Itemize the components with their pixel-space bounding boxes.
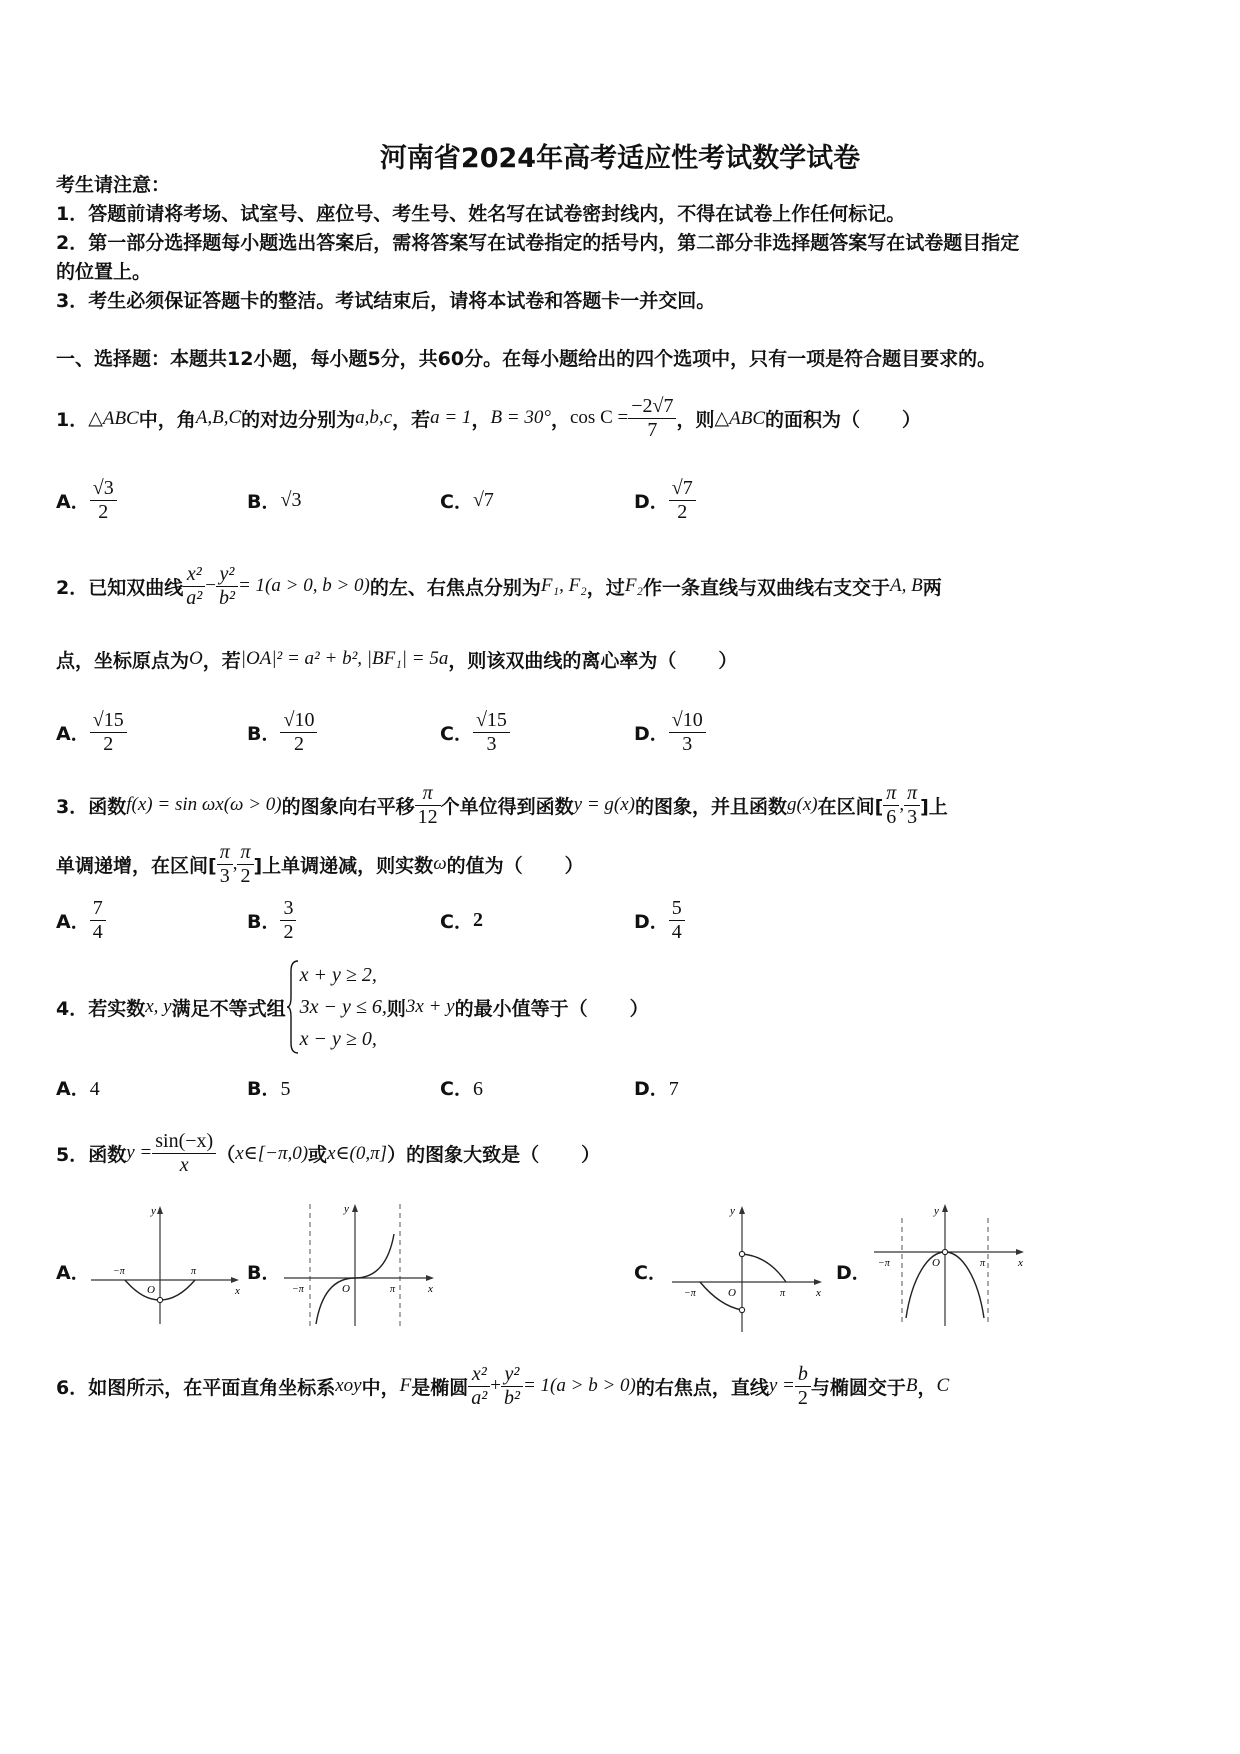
math-inline: B	[905, 1375, 918, 1396]
question-text: ）	[902, 408, 922, 431]
math-inline: △ABC	[88, 407, 139, 429]
math-inline: +	[490, 1375, 501, 1396]
question-text: 的右焦点，直线	[635, 1376, 769, 1399]
notice-item-3: 3．考生必须保证答题卡的整洁。考试结束后，请将本试卷和答题卡一并交回。	[56, 290, 716, 312]
math-inline: A, B	[890, 575, 923, 596]
question-text: ）	[581, 1143, 601, 1166]
question-text: 在区间[	[817, 795, 884, 818]
inequality-line: 3x − y ≤ 6,	[299, 996, 387, 1018]
question-text: ，	[917, 1376, 937, 1399]
question-3	[56, 776, 948, 834]
math-inline: △ABC	[714, 407, 765, 429]
question-text: ]上单调递减，则实数	[253, 854, 434, 877]
question-text: ）	[718, 649, 738, 672]
fraction: $\frac{\pi}{6}$	[883, 782, 899, 829]
notice-item-1: 1．答题前请将考场、试室号、座位号、考生号、姓名写在试卷密封线内，不得在试卷上作任何标记。	[56, 203, 906, 225]
option-d[interactable]: D．7	[634, 1078, 679, 1100]
notice-item-2: 2．第一部分选择题每小题选出答案后，需将答案写在试卷指定的括号内，第二部分非选择题答案写在试卷题目指定	[56, 232, 1020, 254]
question-number: 6．	[56, 1376, 89, 1399]
math-inline: g(x)	[787, 794, 818, 815]
math-inline: O	[189, 648, 203, 669]
question-text: ）	[564, 854, 584, 877]
math-inline: ,	[899, 794, 905, 815]
question-text: ）	[629, 997, 649, 1020]
math-inline: F₂	[624, 575, 644, 596]
fraction: $\frac{\text{y²}}{\text{b²}}$	[501, 1363, 523, 1410]
question-text: 与椭圆交于	[810, 1376, 906, 1399]
question-text: 作一条直线与双曲线右支交于	[643, 576, 891, 599]
question-text: 已知双曲线	[88, 576, 184, 599]
question-text: ，若	[202, 649, 241, 672]
math-inline: ω	[433, 853, 447, 874]
notice-item-2-cont: 的位置上。	[56, 261, 152, 283]
math-inline: F₁, F₂	[540, 575, 587, 596]
axis-label-x: x	[428, 1283, 433, 1295]
axis-label-x: x	[235, 1285, 240, 1297]
pi-label: π	[980, 1258, 986, 1269]
question-text: 是椭圆	[411, 1376, 469, 1399]
math-inline: B = 30°	[490, 407, 551, 428]
option-c[interactable]: C． 2	[440, 908, 483, 933]
math-inline: x∈(0,π]	[327, 1142, 388, 1164]
left-brace-icon	[286, 959, 300, 1055]
question-text: ，若	[392, 408, 431, 431]
question-3-line2	[56, 836, 584, 892]
question-text: 函数	[88, 795, 127, 818]
math-inline: f(x) = sin ωx(ω > 0)	[126, 794, 282, 815]
question-2-line2	[56, 643, 737, 675]
option-a[interactable]: A．	[56, 1262, 90, 1284]
page-title: 河南省2024年高考适应性考试数学试卷	[379, 143, 861, 174]
option-a[interactable]: A． $\frac{7}{4}$	[56, 892, 106, 948]
question-text: ）的图象大致是（	[387, 1143, 540, 1166]
question-text: 中，角	[138, 408, 196, 431]
question-text: ，	[550, 408, 570, 431]
option-d[interactable]: D． $\frac{√7}{2}$	[634, 472, 696, 528]
origin-label: O	[147, 1284, 155, 1296]
neg-pi-label: −π	[113, 1266, 125, 1277]
axis-label-y: y	[344, 1203, 349, 1215]
graph-a	[85, 1200, 245, 1328]
neg-pi-label: −π	[878, 1258, 890, 1269]
question-text: 若实数	[88, 997, 146, 1020]
math-inline: a,b,c	[355, 407, 393, 428]
option-b[interactable]: B． $\frac{3}{2}$	[247, 892, 296, 948]
option-b[interactable]: B． √3	[247, 488, 302, 513]
origin-label: O	[728, 1287, 736, 1299]
fraction: $\frac{\pi}{12}$	[415, 782, 441, 829]
math-inline: = 1(a > b > 0)	[522, 1375, 636, 1396]
question-number: 4．	[56, 997, 89, 1020]
math-inline: cos C =	[570, 407, 629, 428]
axis-label-y: y	[934, 1205, 939, 1217]
pi-label: π	[191, 1266, 197, 1277]
origin-label: O	[932, 1257, 940, 1269]
question-text: （	[216, 1143, 236, 1166]
fraction: $\frac{-2√7}{7}$	[628, 395, 676, 442]
inequality-line: x − y ≥ 0,	[299, 1028, 377, 1050]
question-text: 点，坐标原点为	[56, 649, 190, 672]
question-text: 的左、右焦点分别为	[369, 576, 541, 599]
inequality-line: x + y ≥ 2,	[299, 964, 377, 986]
fraction: $\frac{\text{x²}}{\text{a²}}$	[183, 563, 205, 610]
question-text: ，过	[586, 576, 625, 599]
question-6	[56, 1356, 949, 1416]
fraction: $\frac{\text{y²}}{\text{b²}}$	[216, 563, 238, 610]
graph-c	[668, 1198, 828, 1336]
math-inline: y =	[768, 1375, 795, 1396]
option-b[interactable]: B．	[247, 1262, 281, 1284]
math-inline: = 1(a > 0, b > 0)	[237, 575, 370, 596]
option-d[interactable]: D． $\frac{5}{4}$	[634, 892, 685, 948]
question-text: 两	[922, 576, 942, 599]
graph-b	[280, 1198, 440, 1330]
option-c[interactable]: C．6	[440, 1078, 483, 1100]
option-a[interactable]: A． $\frac{√3}{2}$	[56, 472, 117, 528]
question-text: 的最小值等于（	[454, 997, 588, 1020]
math-inline: x∈[−π,0)	[235, 1142, 309, 1164]
question-5	[56, 1124, 600, 1182]
fraction: $\frac{\sin(-x)}{x}$	[152, 1130, 216, 1177]
question-number: 5．	[56, 1143, 89, 1166]
math-inline: a = 1	[430, 407, 472, 428]
question-text: 的值为（	[446, 854, 523, 877]
question-text: ，则	[676, 408, 715, 431]
option-a[interactable]: A．4	[56, 1078, 100, 1100]
math-inline: A,B,C	[195, 407, 242, 428]
question-text: 的对边分别为	[241, 408, 356, 431]
option-c[interactable]: C． √7	[440, 488, 494, 513]
question-2	[56, 556, 942, 616]
fraction: $\frac{b}{2}$	[795, 1363, 811, 1410]
question-number: 3．	[56, 795, 89, 818]
axis-label-y: y	[151, 1205, 156, 1217]
math-inline: y =	[126, 1142, 153, 1163]
question-text: 单调递增，在区间[	[56, 854, 217, 877]
question-text: ，则该双曲线的离心率为（	[448, 649, 677, 672]
question-number: 1．	[56, 408, 89, 431]
question-text: 满足不等式组	[171, 997, 286, 1020]
math-inline: xoy	[335, 1375, 362, 1396]
option-b[interactable]: B． $\frac{√10}{2}$	[247, 704, 317, 760]
math-inline: C	[936, 1375, 950, 1396]
question-text: 的图象，并且函数	[634, 795, 787, 818]
question-text: ]上	[920, 795, 948, 818]
pi-label: π	[390, 1284, 396, 1295]
option-d[interactable]: D．	[836, 1262, 871, 1284]
question-text: ，	[471, 408, 491, 431]
option-c[interactable]: C．	[634, 1262, 667, 1284]
question-text: 函数	[88, 1143, 127, 1166]
math-inline: x, y	[145, 996, 172, 1017]
section-heading: 一、选择题：本题共12小题，每小题5分，共60分。在每小题给出的四个选项中，只有一项是符合题目要求的。	[56, 348, 997, 370]
axis-label-x: x	[816, 1287, 821, 1299]
question-text: 如图所示，在平面直角坐标系	[88, 1376, 336, 1399]
fraction: $\frac{\text{x²}}{\text{a²}}$	[468, 1363, 490, 1410]
question-1	[56, 388, 921, 448]
question-text: 或	[308, 1143, 328, 1166]
option-c[interactable]: C． $\frac{√15}{3}$	[440, 704, 510, 760]
neg-pi-label: −π	[684, 1288, 696, 1299]
question-text: 个单位得到函数	[440, 795, 574, 818]
question-text: 的图象向右平移	[281, 795, 415, 818]
fraction: $\frac{\pi}{2}$	[237, 841, 253, 888]
math-inline: ,	[232, 853, 238, 874]
question-text: 的面积为（	[765, 408, 861, 431]
fraction: $\frac{\pi}{3}$	[217, 841, 233, 888]
option-d[interactable]: D． $\frac{√10}{3}$	[634, 704, 706, 760]
fraction: $\frac{\pi}{3}$	[904, 782, 920, 829]
math-inline: y = g(x)	[573, 794, 635, 815]
question-text: 中，	[361, 1376, 400, 1399]
neg-pi-label: −π	[292, 1284, 304, 1295]
notice-heading: 考生请注意：	[56, 174, 171, 196]
inequality-system	[286, 959, 387, 1055]
question-4	[56, 958, 649, 1056]
graph-d	[870, 1198, 1030, 1330]
question-text: 则	[386, 997, 406, 1020]
math-inline: 3x + y	[405, 996, 455, 1017]
question-number: 2．	[56, 576, 89, 599]
option-b[interactable]: B．5	[247, 1078, 291, 1100]
math-inline: F	[399, 1375, 412, 1396]
option-a[interactable]: A． $\frac{√15}{2}$	[56, 704, 127, 760]
math-inline: −	[205, 575, 216, 596]
math-inline: |OA|² = a² + b², |BF₁| = 5a	[240, 648, 449, 669]
pi-label: π	[780, 1288, 786, 1299]
axis-label-y: y	[730, 1205, 735, 1217]
axis-label-x: x	[1018, 1257, 1023, 1269]
origin-label: O	[342, 1283, 350, 1295]
